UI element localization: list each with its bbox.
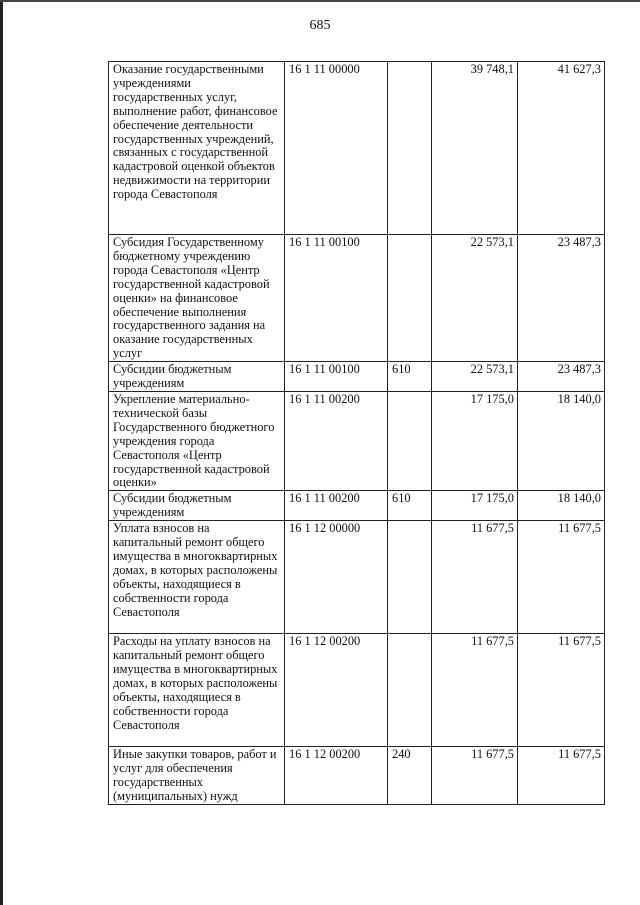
row-code-cell: 16 1 11 00200 bbox=[285, 391, 388, 490]
table-row bbox=[109, 747, 605, 805]
row-value-2-cell: 11 677,5 bbox=[518, 521, 605, 634]
table-row bbox=[109, 521, 605, 634]
row-code-cell: 16 1 11 00200 bbox=[285, 491, 388, 521]
row-vr-cell: 610 bbox=[388, 491, 432, 521]
row-code-cell: 16 1 12 00200 bbox=[285, 747, 388, 805]
row-vr-cell: 240 bbox=[388, 747, 432, 805]
row-vr-cell bbox=[388, 634, 432, 747]
table-row bbox=[109, 62, 605, 235]
row-value-1-cell: 22 573,1 bbox=[432, 362, 518, 392]
page-edge-top bbox=[0, 0, 640, 2]
row-code-cell: 16 1 11 00000 bbox=[285, 62, 388, 235]
row-vr-cell: 610 bbox=[388, 362, 432, 392]
row-name-cell: Оказание государственными учреждениями государственных услуг, выполнение работ, финансовое обеспечение деятельности государственных учреждений, связанных с государственной кадастровой оценкой объектов недвижимости на территории города Севастополя bbox=[109, 62, 285, 235]
row-value-1-cell: 11 677,5 bbox=[432, 634, 518, 747]
row-value-1-cell: 11 677,5 bbox=[432, 747, 518, 805]
budget-table bbox=[108, 61, 605, 805]
row-vr-cell bbox=[388, 62, 432, 235]
row-value-2-cell: 18 140,0 bbox=[518, 491, 605, 521]
table-row bbox=[109, 634, 605, 747]
table-row bbox=[109, 391, 605, 490]
row-value-2-cell: 11 677,5 bbox=[518, 634, 605, 747]
row-name-cell: Субсидии бюджетным учреждениям bbox=[109, 491, 285, 521]
row-name-cell: Расходы на уплату взносов на капитальный ремонт общего имущества в многоквартирных домах, в которых расположены объекты, находящиеся в собственности города Севастополя bbox=[109, 634, 285, 747]
row-value-2-cell: 18 140,0 bbox=[518, 391, 605, 490]
row-name-cell: Укрепление материально-технической базы Государственного бюджетного учреждения города Севастополя «Центр государственной кадастровой оценки» bbox=[109, 391, 285, 490]
row-value-1-cell: 11 677,5 bbox=[432, 521, 518, 634]
row-code-cell: 16 1 11 00100 bbox=[285, 235, 388, 362]
row-value-2-cell: 11 677,5 bbox=[518, 747, 605, 805]
row-name-cell: Субсидии бюджетным учреждениям bbox=[109, 362, 285, 392]
row-name-cell: Иные закупки товаров, работ и услуг для обеспечения государственных (муниципальных) нужд bbox=[109, 747, 285, 805]
row-vr-cell bbox=[388, 391, 432, 490]
row-value-2-cell: 23 487,3 bbox=[518, 235, 605, 362]
page-edge bbox=[0, 0, 3, 905]
row-value-1-cell: 22 573,1 bbox=[432, 235, 518, 362]
row-value-1-cell: 17 175,0 bbox=[432, 491, 518, 521]
row-value-2-cell: 23 487,3 bbox=[518, 362, 605, 392]
row-vr-cell bbox=[388, 521, 432, 634]
row-value-1-cell: 39 748,1 bbox=[432, 62, 518, 235]
row-name-cell: Субсидия Государственному бюджетному учреждению города Севастополя «Центр государственной кадастровой оценки» на финансовое обеспечение выполнения государственного задания на оказание государственных услуг bbox=[109, 235, 285, 362]
table-row bbox=[109, 362, 605, 392]
table-row bbox=[109, 491, 605, 521]
table-row bbox=[109, 235, 605, 362]
row-name-cell: Уплата взносов на капитальный ремонт общего имущества в многоквартирных домах, в которых расположены объекты, находящиеся в собственности города Севастополя bbox=[109, 521, 285, 634]
row-code-cell: 16 1 12 00200 bbox=[285, 634, 388, 747]
row-value-2-cell: 41 627,3 bbox=[518, 62, 605, 235]
row-code-cell: 16 1 12 00000 bbox=[285, 521, 388, 634]
page-number: 685 bbox=[309, 18, 331, 33]
row-vr-cell bbox=[388, 235, 432, 362]
row-code-cell: 16 1 11 00100 bbox=[285, 362, 388, 392]
row-value-1-cell: 17 175,0 bbox=[432, 391, 518, 490]
